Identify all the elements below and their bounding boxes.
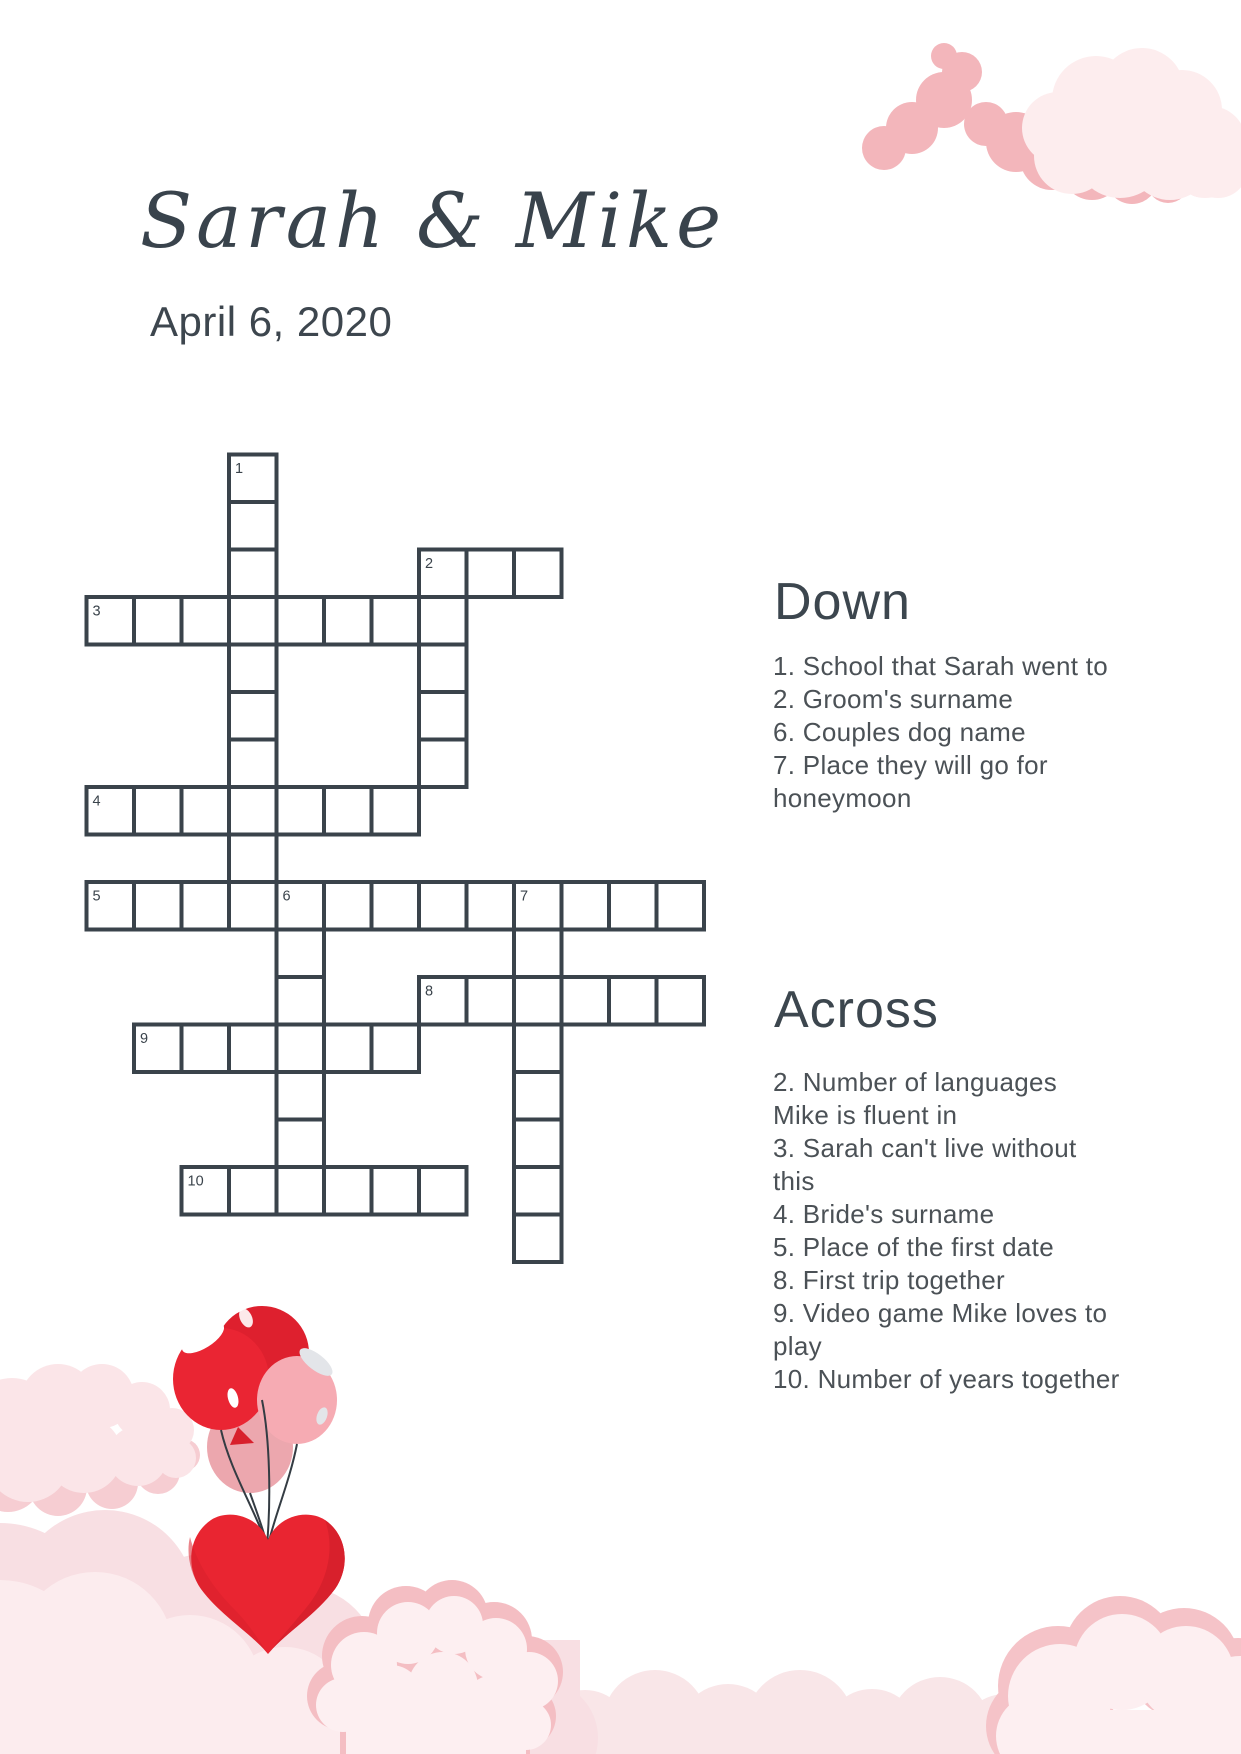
crossword-cell <box>419 1167 467 1215</box>
clue-number: 5 <box>92 888 101 905</box>
crossword-cell <box>182 597 230 645</box>
crossword-cell <box>277 1072 325 1120</box>
clue-number: 3 <box>92 603 101 620</box>
crossword-cell <box>229 882 277 930</box>
crossword-cell <box>419 882 467 930</box>
across-clue: 4. Bride's surname <box>773 1199 995 1229</box>
crossword-cell <box>277 977 325 1025</box>
across-clue: 5. Place of the first date <box>773 1232 1054 1262</box>
crossword-cell <box>229 597 277 645</box>
down-clue: 7. Place they will go for <box>773 750 1048 780</box>
crossword-cell <box>182 1025 230 1073</box>
crossword-cell <box>514 550 562 598</box>
crossword-cell <box>229 1025 277 1073</box>
crossword-cell <box>229 1167 277 1215</box>
crossword-cell <box>229 740 277 788</box>
clue-number: 7 <box>520 888 529 905</box>
crossword-cell <box>277 597 325 645</box>
page-title: Sarah & Mike <box>140 176 726 265</box>
crossword-cell <box>419 692 467 740</box>
crossword-cell <box>229 835 277 883</box>
crossword-cell <box>514 1072 562 1120</box>
across-clue: 2. Number of languages <box>773 1067 1058 1097</box>
crossword-cell <box>609 882 657 930</box>
crossword-cell <box>514 1215 562 1263</box>
crossword-cell <box>514 1167 562 1215</box>
crossword-cell <box>514 977 562 1025</box>
clue-number: 1 <box>235 461 244 477</box>
crossword-cell <box>277 1167 325 1215</box>
clue-number: 8 <box>425 983 434 1000</box>
clue-number: 2 <box>425 556 434 572</box>
crossword-cell <box>229 787 277 835</box>
down-clues <box>773 650 1183 815</box>
clue-number: 4 <box>92 793 101 810</box>
crossword-cell <box>372 787 420 835</box>
crossword-cell <box>419 645 467 693</box>
crossword-cell <box>467 882 515 930</box>
crossword-cell <box>229 645 277 693</box>
cloud-bottom-band-icon <box>539 1670 1060 1754</box>
crossword-cell <box>229 692 277 740</box>
crossword-cell <box>467 550 515 598</box>
crossword-cell <box>562 882 610 930</box>
crossword-cell <box>372 1167 420 1215</box>
crossword-cell <box>277 930 325 978</box>
across-clue: 8. First trip together <box>773 1265 1006 1295</box>
across-clue: 3. Sarah can't live without <box>773 1133 1077 1163</box>
across-clue: play <box>773 1331 822 1361</box>
crossword-cell <box>657 977 705 1025</box>
crossword-cell <box>372 1025 420 1073</box>
crossword-cell <box>134 882 182 930</box>
crossword-cell <box>134 787 182 835</box>
clue-number: 10 <box>187 1173 204 1190</box>
crossword-cell <box>277 1025 325 1073</box>
down-clue: 1. School that Sarah went to <box>773 651 1109 681</box>
crossword-cell <box>324 597 372 645</box>
clouds-top-right-icon <box>862 43 1241 204</box>
crossword-cell <box>467 977 515 1025</box>
crossword-cell <box>562 977 610 1025</box>
across-clue: 9. Video game Mike loves to <box>773 1298 1108 1328</box>
crossword-grid-svg <box>84 452 707 1265</box>
clue-number: 9 <box>140 1031 149 1047</box>
crossword-cell <box>277 1120 325 1168</box>
crossword-cell <box>419 740 467 788</box>
crossword-cell <box>324 1167 372 1215</box>
clue-number: 6 <box>282 888 291 905</box>
across-clue: 10. Number of years together <box>773 1364 1120 1394</box>
cloud-bottom-right-icon <box>986 1596 1241 1754</box>
crossword-cell <box>514 930 562 978</box>
down-clue: honeymoon <box>773 783 912 813</box>
crossword-cell <box>182 882 230 930</box>
down-clue: 2. Groom's surname <box>773 684 1014 714</box>
crossword-cell <box>182 787 230 835</box>
crossword-cell <box>609 977 657 1025</box>
wedding-date: April 6, 2020 <box>150 298 393 345</box>
crossword-cell <box>324 787 372 835</box>
crossword-cell <box>514 1025 562 1073</box>
crossword-cell <box>229 550 277 598</box>
crossword-cell <box>229 502 277 550</box>
crossword-cell <box>372 597 420 645</box>
crossword-cell <box>372 882 420 930</box>
cloud-left-icon <box>0 1364 200 1516</box>
down-heading: Down <box>774 573 911 631</box>
crossword-cell <box>514 1120 562 1168</box>
crossword-cell <box>657 882 705 930</box>
crossword-cell <box>419 597 467 645</box>
crossword-cell <box>134 597 182 645</box>
across-clues <box>773 1066 1183 1396</box>
crossword-cell <box>324 882 372 930</box>
crossword-cell <box>277 787 325 835</box>
crossword-cell <box>324 1025 372 1073</box>
across-clue: Mike is fluent in <box>773 1100 958 1130</box>
across-heading: Across <box>774 981 939 1039</box>
down-clue: 6. Couples dog name <box>773 717 1026 747</box>
across-clue: this <box>773 1166 815 1196</box>
